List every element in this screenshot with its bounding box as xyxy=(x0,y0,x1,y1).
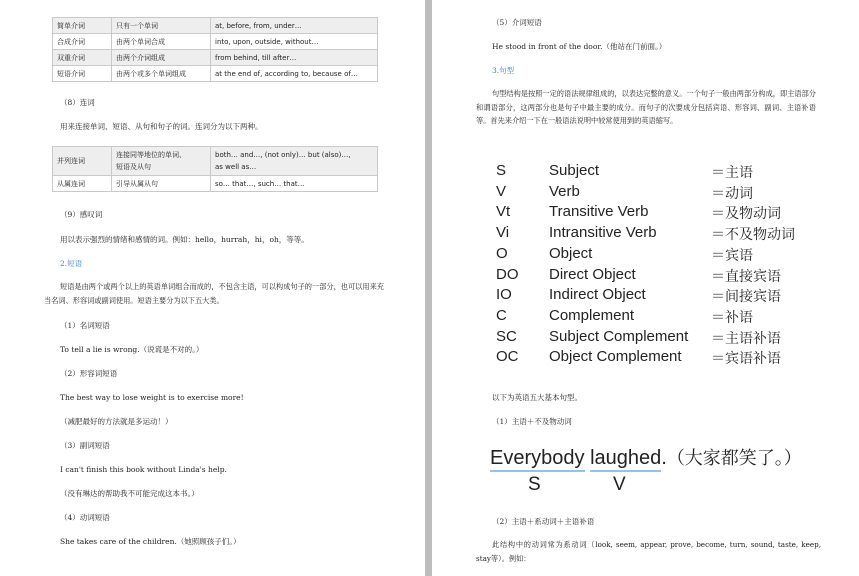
five-patterns-text: 以下为英语五大基本句型。 xyxy=(492,393,582,402)
table-row xyxy=(53,147,378,176)
pattern2-heading: （2）主语＋系动词＋主语补语 xyxy=(492,517,595,526)
pattern2-text: 此结构中的动词常为系动词（look, seem, appear, prove, become, turn, sound, taste, keep, stay等）。例如： xyxy=(476,540,821,563)
adverb-phrase-example: I can't finish this book without Linda's help. xyxy=(60,465,227,474)
abbreviation-code: O xyxy=(496,244,508,262)
preposition-table xyxy=(52,17,378,82)
abbreviation-meaning: ＝主语 xyxy=(711,165,753,181)
abbreviation-meaning: ＝补语 xyxy=(711,309,753,326)
conjunction-heading: （8）连词 xyxy=(60,98,95,107)
verb-label: V xyxy=(613,474,626,495)
table-cell: 只有一个单词 xyxy=(112,18,211,34)
right-page xyxy=(432,0,859,576)
table-cell: 并列连词 xyxy=(53,147,112,176)
table-row xyxy=(53,50,378,66)
abbreviation-term: Object xyxy=(549,244,593,262)
table-cell: from behind, till after… xyxy=(211,50,378,66)
conjunction-table xyxy=(52,146,378,192)
table-cell: into, upon, outside, without… xyxy=(211,34,378,50)
sentence-period: . xyxy=(661,447,667,469)
table-cell: at, before, from, under… xyxy=(211,18,378,34)
abbreviation-term: Object Complement xyxy=(549,348,682,366)
sentence-pattern-intro: 句型结构是按照一定的语法规律组成的，以表达完整的意义。一个句子一般由两部分构成，即主语部分和谓语部分，这两部分也是句子中最主要的成分。而句子的次要成分包括宾语、形容词、副词、主语补语等。首先来介绍一下在一般语法说明中较常使用到的英语缩写。 xyxy=(476,89,816,125)
abbreviation-meaning: ＝宾语 xyxy=(711,247,753,264)
verb-phrase-example: She takes care of the children.（她照顾孩子们。） xyxy=(60,537,241,546)
adjective-phrase-heading: （2）形容词短语 xyxy=(60,369,118,378)
table-row xyxy=(53,176,378,192)
prepositional-phrase-heading: （5）介词短语 xyxy=(492,18,542,27)
abbreviation-term: Complement xyxy=(549,306,635,324)
table-cell: so… that…, such… that… xyxy=(211,176,378,192)
abbreviation-meaning: ＝直接宾语 xyxy=(711,268,781,285)
abbreviation-code: S xyxy=(496,162,507,179)
pattern1-heading: （1）主语＋不及物动词 xyxy=(492,417,572,426)
table-cell xyxy=(112,147,211,176)
abbreviation-meaning: ＝及物动词 xyxy=(711,206,781,223)
table-cell: 简单介词 xyxy=(53,18,112,34)
table-row xyxy=(53,34,378,50)
table-cell: 由两个单词合成 xyxy=(112,34,211,50)
table-cell: 双重介词 xyxy=(53,50,112,66)
abbreviation-term: Intransitive Verb xyxy=(549,224,657,242)
abbreviation-meaning: ＝间接宾语 xyxy=(711,289,781,306)
interjection-heading: （9）感叹词 xyxy=(60,210,103,219)
table-row xyxy=(53,18,378,34)
table-cell: 由两个介词组成 xyxy=(112,50,211,66)
abbreviation-code: V xyxy=(496,182,507,200)
abbreviation-meaning: ＝宾语补语 xyxy=(711,351,781,368)
abbreviation-code: SC xyxy=(496,327,517,345)
table-row xyxy=(53,66,378,82)
cell-line: as well as… xyxy=(215,163,257,171)
table-cell: 从属连词 xyxy=(53,176,112,192)
abbreviation-meaning: ＝动词 xyxy=(711,185,753,202)
abbreviation-code: DO xyxy=(496,265,519,283)
phrase-intro-paragraph: 短语是由两个或两个以上的英语单词组合而成的，不包含主语，可以构成句子的一部分，也可以用来充当名词、形容词或副词使用。短语主要分为以下五大类。 xyxy=(44,282,384,305)
abbreviation-term: Subject Complement xyxy=(549,327,689,345)
cell-line: both… and…, (not only)… but (also)…, xyxy=(215,151,351,159)
sentence-pattern-heading[interactable]: 3.句型 xyxy=(492,66,515,75)
abbreviation-code: C xyxy=(496,306,507,324)
noun-phrase-heading: （1）名词短语 xyxy=(60,321,110,330)
abbreviation-code: Vi xyxy=(496,224,510,242)
interjection-text: 用以表示强烈的情绪和感情的词。例如：hello，hurrah，hi，oh，等等。 xyxy=(60,235,309,244)
subject-word: Everybody xyxy=(490,447,585,472)
table-cell: at the end of, according to, because of… xyxy=(211,66,378,82)
subject-label: S xyxy=(528,474,541,495)
noun-phrase-example: To tell a lie is wrong.（说谎是不对的。） xyxy=(60,345,204,354)
adverb-phrase-heading: （3）副词短语 xyxy=(60,441,110,450)
abbreviation-code: IO xyxy=(496,286,512,304)
table-cell: 引导从属从句 xyxy=(112,176,211,192)
abbreviation-term: Verb xyxy=(549,182,580,200)
abbreviation-term: Direct Object xyxy=(549,265,636,283)
abbreviation-meaning: ＝主语补语 xyxy=(711,330,781,347)
adjective-phrase-example: The best way to lose weight is to exercise more! xyxy=(60,393,244,402)
left-page xyxy=(0,0,425,576)
verb-phrase-heading: （4）动词短语 xyxy=(60,513,110,522)
cell-line: 短语及从句 xyxy=(116,163,151,171)
sentence-translation: （大家都笑了。） xyxy=(666,448,802,469)
table-cell: 短语介词 xyxy=(53,66,112,82)
example-sentence xyxy=(490,444,802,470)
table-cell: 合成介词 xyxy=(53,34,112,50)
adjective-phrase-translation: （减肥最好的方法就是多运动！） xyxy=(60,417,173,426)
abbreviation-code: OC xyxy=(496,348,519,366)
abbreviation-term: Subject xyxy=(549,162,600,179)
conjunction-text: 用来连接单词、短语、从句和句子的词。连词分为以下两种。 xyxy=(60,122,263,131)
verb-word: laughed xyxy=(590,447,661,472)
phrase-section-heading[interactable]: 2.短语 xyxy=(60,259,83,268)
prepositional-phrase-example: He stood in front of the door.（他站在门前面。） xyxy=(492,42,667,51)
abbreviation-term: Indirect Object xyxy=(549,286,646,304)
abbreviation-term: Transitive Verb xyxy=(549,203,649,221)
table-cell: 由两个或多个单词组成 xyxy=(112,66,211,82)
abbreviation-meaning: ＝不及物动词 xyxy=(711,227,795,244)
adverb-phrase-translation: （没有琳达的帮助我不可能完成这本书。） xyxy=(60,489,199,498)
abbreviation-code: Vt xyxy=(496,203,511,221)
table-cell xyxy=(211,147,378,176)
cell-line: 连接同等地位的单词、 xyxy=(116,151,186,159)
